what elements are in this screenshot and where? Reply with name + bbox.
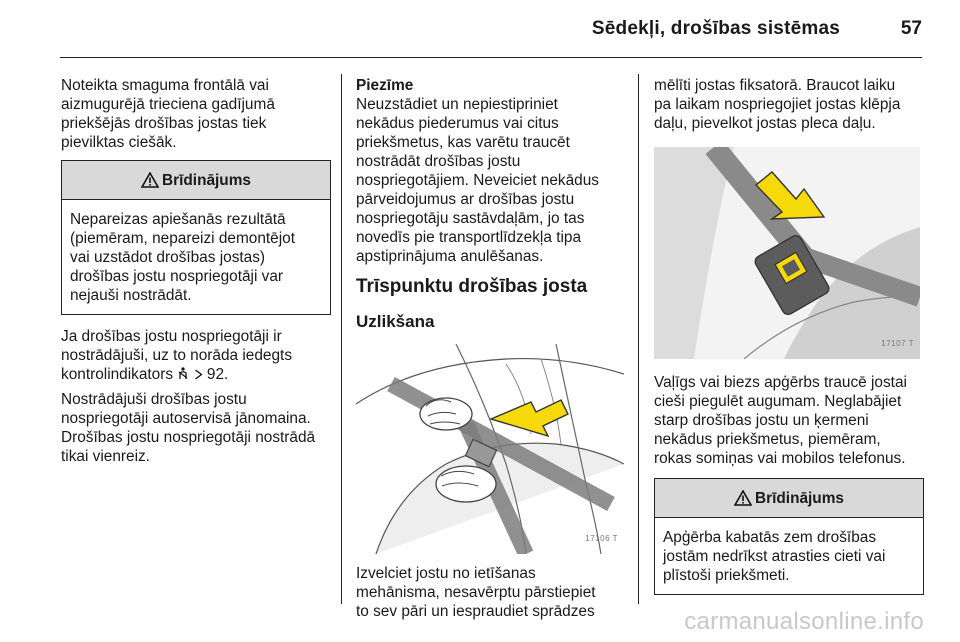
figure-code: 17106 T: [585, 534, 618, 543]
section-heading: Trīspunktu drošības josta: [356, 276, 588, 297]
warning-text: Apģērba kabatās zem drošības jostām nedrīkst atrasties cieti vai plīstoši priekšmeti.: [663, 529, 886, 584]
column-divider-left: [341, 74, 342, 604]
warning-title: Brīdinājums: [162, 171, 251, 189]
page-number: 57: [900, 18, 922, 39]
seatbelt-fastening-illustration: [356, 344, 624, 554]
warning-triangle-icon: [734, 490, 752, 506]
page-title: Sēdekļi, drošības sistēmas: [591, 18, 840, 39]
column-1: [61, 76, 331, 472]
warning-header: [62, 161, 330, 200]
column-3: [654, 76, 924, 607]
warning-header: [655, 479, 923, 518]
figure-code: 17107 T: [881, 339, 914, 348]
seatbelt-tension-illustration: [654, 147, 920, 359]
seatbelt-pretensioner-icon: [177, 366, 193, 383]
warning-title: Brīdinājums: [755, 489, 844, 507]
page-reference[interactable]: 92.: [206, 366, 229, 383]
intro-paragraph: Noteikta smaguma frontālā vai aizmugurējā trieciena gadījumā priekšējās drošības jostas tiek pievilktas ciešāk.: [61, 77, 275, 151]
column-2: [356, 76, 628, 627]
warning-text: Nepareizas apiešanās rezultātā (piemēram, nepareizi demontējot vai uzstādot drošības jostas) drošības jostu nospriegotāji var nejauši nostrādāt.: [70, 211, 295, 304]
clothing-paragraph: Vaļīgs vai biezs apģērbs traucē jostai cieši piegulēt augumam. Neglabājiet starp drošības jostu un ķermeni nekādus priekšmetus, piemēram, rokas somiņas vai mobilos telefonus.: [654, 374, 907, 467]
watermark: carmanualsonline.info: [684, 608, 924, 635]
column-divider-right: [638, 74, 639, 604]
page-reference-arrow-icon: [194, 366, 207, 383]
indicator-paragraph: [61, 327, 331, 384]
indicator-paragraph-text: Ja drošības jostu nospriegotāji ir nostrādājuši, uz to norāda iedegts kontrolindikators: [61, 328, 293, 383]
warning-triangle-icon: [141, 172, 159, 188]
warning-box: [654, 478, 924, 595]
subheading: Uzlikšana: [356, 312, 435, 331]
figure-caption: Izvelciet jostu no ietīšanas mehānisma, nesavērptu pārstiepiet to sev pāri un iespraudiet sprādzes: [356, 565, 596, 620]
service-paragraph: Nostrādājuši drošības jostu nospriegotāji autoservisā jānomaina. Drošības jostu nospriegotāji nostrādā tikai vienreiz.: [61, 391, 316, 465]
note-body: Neuzstādiet un nepiestipriniet nekādus piederumus vai citus priekšmetus, kas varētu traucēt nostrādāt drošības jostu nospriegotājiem. Neveiciet nekādus pārveidojumus ar drošības jostu nospriegotāju sastāvdaļām, jo tas novedīs pie transportlīdzekļa tipa apstiprinājuma anulēšanas.: [356, 96, 599, 265]
note-title: Piezīme: [356, 77, 414, 94]
continuation-paragraph: mēlīti jostas fiksatorā. Braucot laiku pa laikam nospriegojiet jostas klēpja daļu, pievelkot jostas pleca daļu.: [654, 77, 901, 132]
warning-box: [61, 160, 331, 315]
header-rule: [60, 57, 922, 58]
